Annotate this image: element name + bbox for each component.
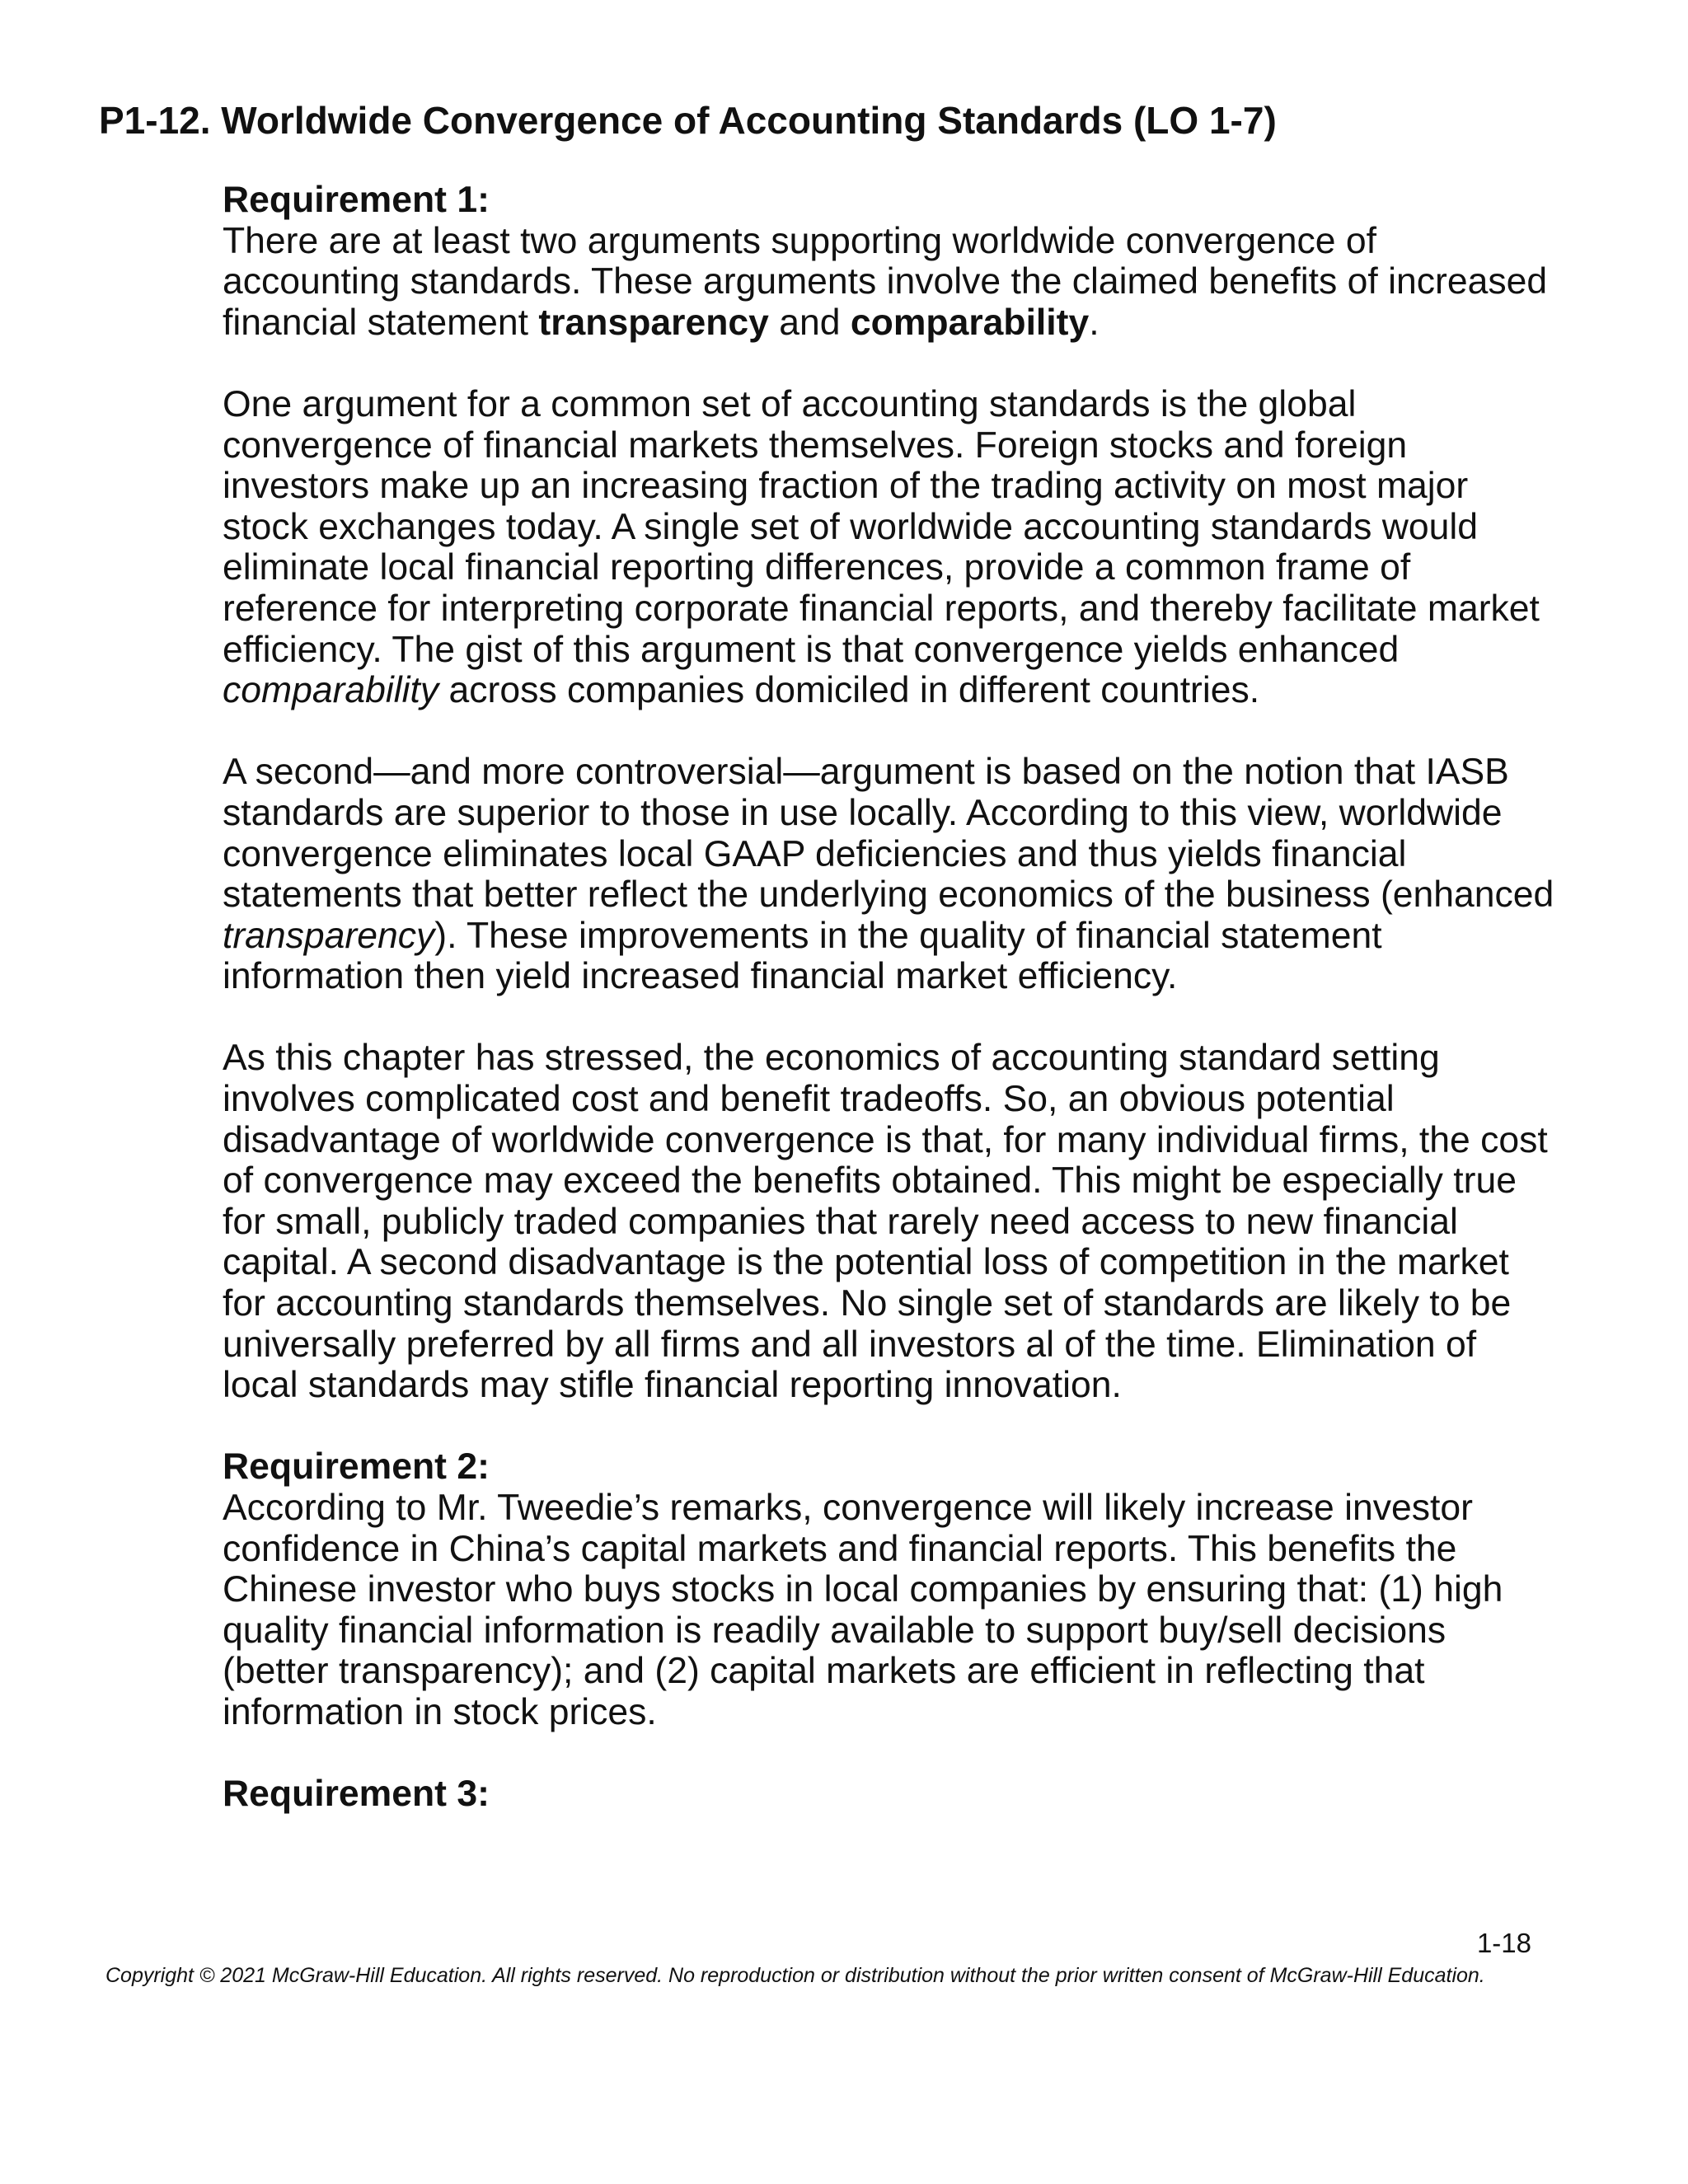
requirement-1-paragraph-1 — [223, 221, 1558, 344]
italic-term-transparency: transparency — [223, 915, 435, 956]
text-run: across companies domiciled in different countries. — [438, 670, 1260, 711]
requirement-2-paragraph-1: According to Mr. Tweedie’s remarks, convergence will likely increase investor confidence in China’s capital markets and financial reports. This benefits the Chinese investor who buys stocks in local companies by ensuring that: (1) high quality financial information is readily available to support buy/sell decisions (better transparency); and (2) capital markets are efficient in reflecting that information in stock prices. — [223, 1488, 1503, 1732]
text-run: and — [768, 302, 851, 343]
text-run: ). These improvements in the quality of financial statement information then yield increased financial market efficiency. — [223, 915, 1382, 997]
text-run: One argument for a common set of accounting standards is the global convergence of financial markets themselves. Foreign stocks and foreign investors make up an increasing fraction of the trading activity on most major stock exchanges today. A single set of worldwide accounting standards would eliminate local financial reporting differences, provide a common frame of reference for interpreting corporate financial reports, and thereby facilitate market efficiency. The gist of this argument is that convergence yields enhanced — [223, 383, 1540, 670]
bold-term-comparability: comparability — [850, 302, 1090, 343]
requirement-1-paragraph-2 — [223, 384, 1558, 711]
page-number: 1-18 — [1476, 1928, 1531, 1958]
text-run: . — [1089, 302, 1100, 343]
text-run: A second—and more controversial—argument is based on the notion that IASB standards are superior to those in use locally. According to this view, worldwide convergence eliminates local GAAP deficiencies and thus yields financial statements that better reflect the underlying economics of the business (enhanced — [223, 752, 1554, 916]
bold-term-transparency: transparency — [538, 302, 769, 343]
italic-term-comparability: comparability — [223, 670, 439, 711]
requirement-1-heading: Requirement 1: — [223, 180, 490, 220]
document-body — [223, 180, 1558, 1815]
requirement-3-heading: Requirement 3: — [223, 1774, 490, 1815]
requirement-2-heading: Requirement 2: — [223, 1446, 490, 1488]
requirement-1-paragraph-3 — [223, 752, 1558, 997]
page-title: P1-12. Worldwide Convergence of Accounting Standards (LO 1-7) — [99, 99, 1277, 142]
text-run: There are at least two arguments supporting worldwide convergence of accounting standards. These arguments involve the claimed benefits of increased financial statement — [223, 220, 1548, 343]
copyright-footer: Copyright © 2021 McGraw-Hill Education. All rights reserved. No reproduction or distribution without the prior written consent of McGraw-Hill Education. — [106, 1964, 1485, 1987]
requirement-1-paragraph-4: As this chapter has stressed, the economics of accounting standard setting involves complicated cost and benefit tradeoffs. So, an obvious potential disadvantage of worldwide convergence is that, for many individual firms, the cost of convergence may exceed the benefits obtained. This might be especially true for small, publicly traded companies that rarely need access to new financial capital. A second disadvantage is the potential loss of competition in the market for accounting standards themselves. No single set of standards are likely to be universally preferred by all firms and all investors al of the time. Elimination of local standards may stifle financial reporting innovation. — [223, 1038, 1548, 1406]
